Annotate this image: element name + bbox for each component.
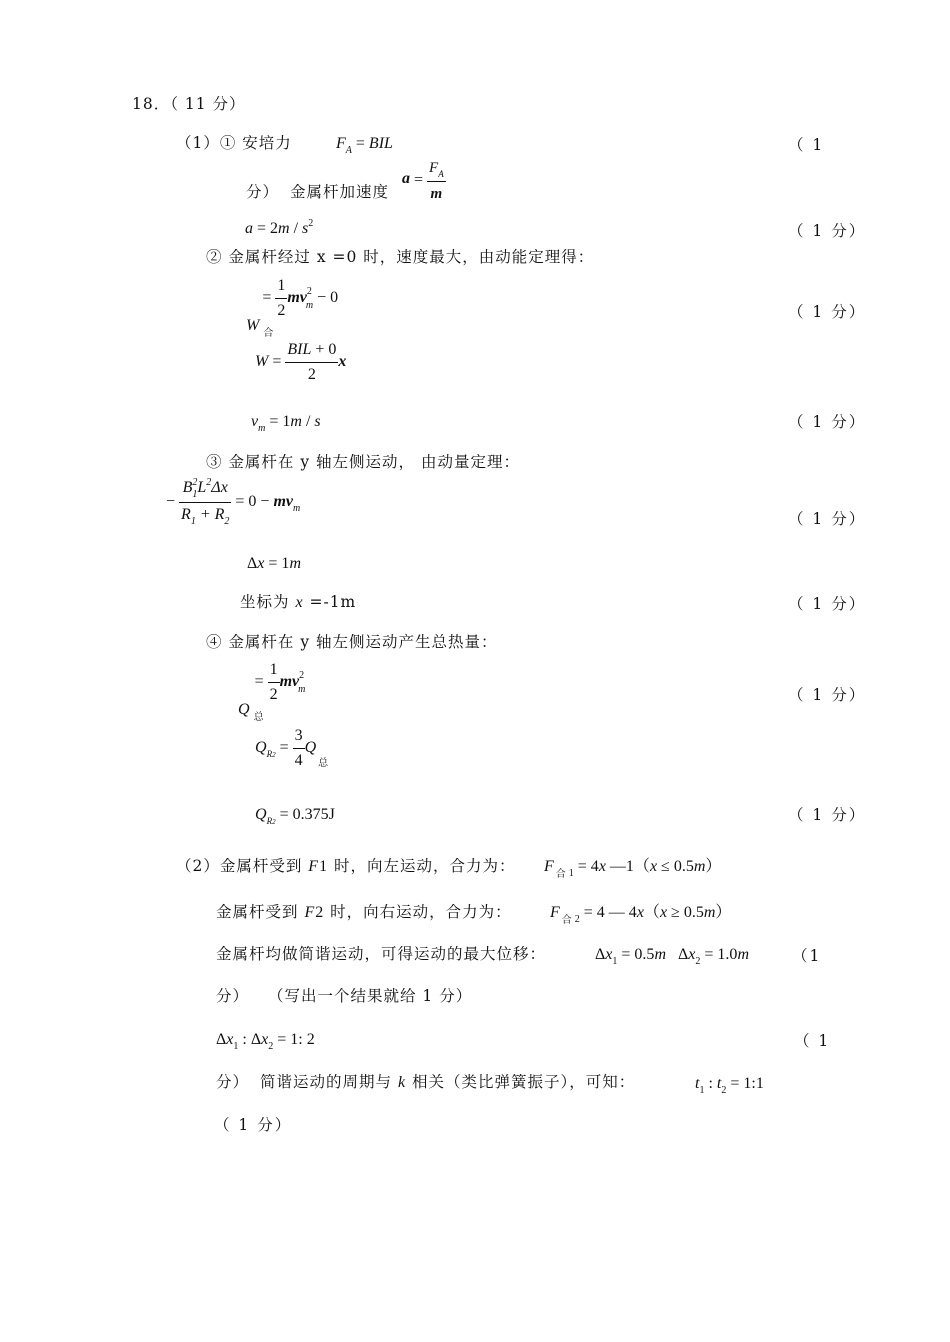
score-10b: 分） (216, 1073, 250, 1091)
max-displacement-formula: $\Delta x_1 = 0.5m$ $\Delta x_2 = 1.0m$ (595, 946, 749, 967)
score-5: （ 1 分） (788, 510, 867, 528)
part2-line1-text: （2）金属杆受到 F1 时，向左运动，合力为： (176, 857, 516, 875)
acceleration-result: $a = 2m / s^2$ (245, 218, 314, 237)
question-number: 18．（ 11 分） (132, 95, 246, 113)
score-3: （ 1 分） (788, 303, 867, 321)
period-ratio: $t_1$ : $t_2$ = 1:1 (695, 1075, 764, 1096)
part2-line5-text: 简谐运动的周期与 k 相关（类比弹簧振子），可知： (260, 1073, 636, 1091)
ampere-force-formula: $F_A$ = BIL (336, 135, 393, 156)
r2-heat-formula: $Q_{R2}$ = $\frac{3}{4}$ $Q_总$ (255, 727, 330, 770)
partial-credit-note: （写出一个结果就给 1 分） (268, 987, 473, 1005)
part2-force2-formula: F $_合$ $_2$ = 4 — 4x（x ≥ 0.5m） (550, 904, 732, 926)
work-energy-formula: W $_合$ = $\frac{1}{2}$ $mv^2m - 0$ (246, 277, 339, 340)
score-1b: 分） (246, 183, 280, 201)
momentum-formula: − $\frac{B_1^2L^2\Delta x}{R_1 + R_2}$ = $0 - mv_m$ (166, 477, 301, 527)
part1-step1-label: （1）① 安培力 (176, 134, 292, 152)
displacement-ratio: $\Delta x_1$ : $\Delta x_2 = 1$: 2 (216, 1031, 315, 1052)
score-9a: （1 (792, 947, 822, 965)
part1-step2-text: ② 金属杆经过 x =0 时，速度最大，由动能定理得： (206, 248, 595, 266)
score-9b: 分） (216, 987, 250, 1005)
r2-heat-result: $Q_{R2} = 0.375J$ (255, 806, 335, 826)
part1-step4-text: ④ 金属杆在 y 轴左侧运动产生总热量： (206, 633, 498, 651)
score-11: （ 1 分） (214, 1116, 293, 1134)
score-4: （ 1 分） (788, 413, 867, 431)
acceleration-formula: a = $\frac{F_A}{m}$ (402, 160, 444, 202)
part2-line2-text: 金属杆受到 F2 时，向右运动，合力为： (216, 903, 512, 921)
score-8: （ 1 分） (788, 806, 867, 824)
score-10a: （ 1 (794, 1032, 831, 1050)
score-1a: （ 1 (788, 136, 825, 154)
acceleration-text: 金属杆加速度 (290, 183, 390, 201)
coordinate-result: 坐标为 x =-1m (240, 593, 357, 611)
part2-line3-text: 金属杆均做简谐运动，可得运动的最大位移： (216, 945, 547, 963)
score-6: （ 1 分） (788, 595, 867, 613)
displacement-result: Δx = 1m (247, 555, 301, 572)
total-heat-formula: Q $_总$ = $\frac{1}{2}$ $mv^2_m$ (238, 661, 306, 724)
part1-step3-text: ③ 金属杆在 y 轴左侧运动， 由动量定理： (206, 453, 520, 471)
max-velocity: $v_m = 1m / s$ (251, 413, 321, 434)
score-7: （ 1 分） (788, 686, 867, 704)
part2-force1-formula: F $_合$ $_1$ = 4x —1（x ≤ 0.5m） (544, 858, 722, 880)
work-formula: W = $\frac{\text{BIL + 0}}{2}$ x (255, 341, 347, 383)
score-2: （ 1 分） (788, 222, 867, 240)
